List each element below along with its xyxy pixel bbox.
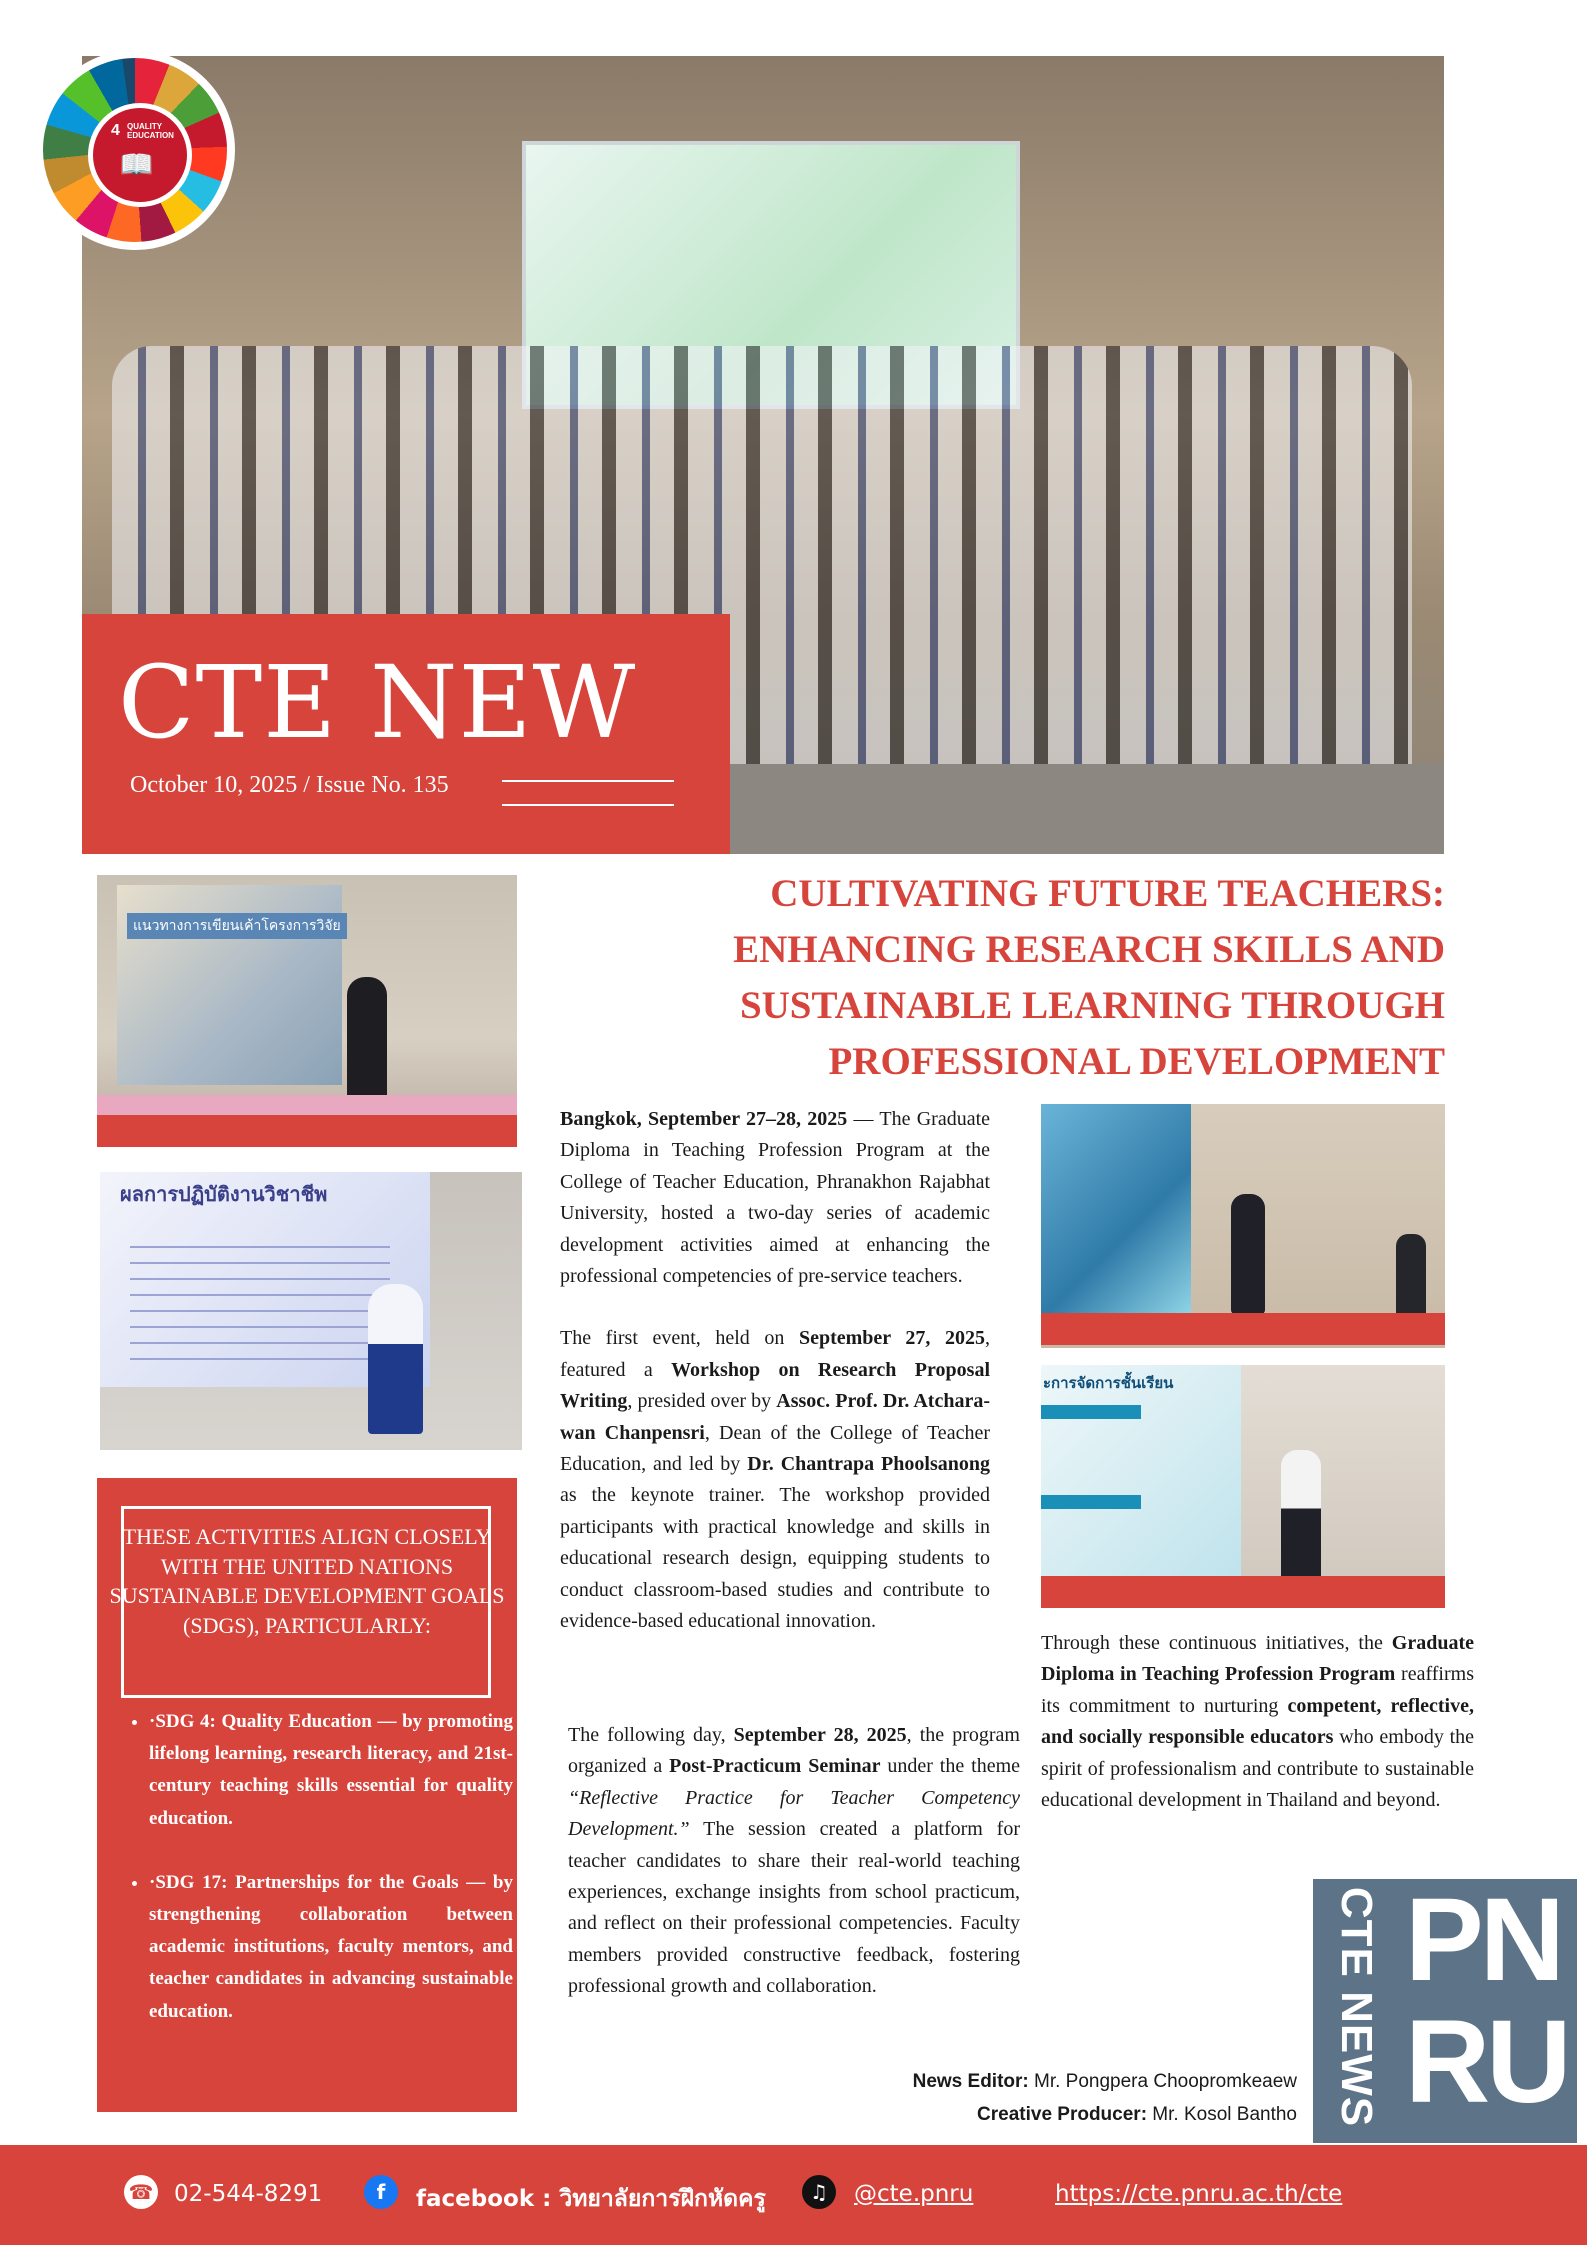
facebook-link[interactable] (416, 2181, 766, 2217)
paragraph-text: who embody the spirit of professionalism and contribute to sustainable educational development in Thailand and beyond. (1041, 1726, 1474, 1812)
list-item: • ·SDG 17: Partnerships for the Goals — by strengthening collaboration between academic institutions, faculty mentors, and teacher candidates in advancing sustainable education. (149, 1867, 513, 2028)
paragraph-text: The session created a platform for teacher candidates to share their real-world teaching experiences, exchange insights from school practicum, and reflect on their professional competencies. Faculty members provided constructive feedback, fostering professional growth and collaboration. (568, 1818, 1020, 1998)
bold-text: September 27, 2025 (798, 1327, 985, 1350)
paragraph-text: Through these continuous initiatives, the (1041, 1632, 1392, 1654)
credit-name: Mr. Kosol Bantho (1147, 2104, 1297, 2125)
news-editor-credit (913, 2071, 1297, 2093)
decorative-lines (502, 780, 674, 806)
article-headline (625, 866, 1445, 1090)
logo-line: RU (1405, 1996, 1568, 2128)
bold-text: Graduate Diploma in Teaching Profession Program (1041, 1632, 1474, 1686)
bold-text: September 28, 2025 (733, 1724, 907, 1746)
paragraph-text: under the theme (880, 1755, 1021, 1778)
paragraph-text: The first event, held on (560, 1327, 799, 1350)
paragraph-text: — The Graduate Diploma in Teaching Profession Program at the College of Teacher Education, Phranakhon Rajabhat University, hosted a two-day series of academic development activities aimed at enhancing the professional competencies of pre-service teachers. (560, 1108, 991, 1288)
creative-producer-credit (977, 2104, 1297, 2126)
slide-band (1041, 1405, 1141, 1419)
article-column-3 (1041, 1628, 1474, 1816)
facebook-label: facebook : (416, 2186, 552, 2212)
logo-big-text (1405, 1874, 1575, 2128)
logo-line: PN (1405, 1874, 1561, 2006)
credit-name: Mr. Pongpera Choopromkeaew (1028, 2071, 1297, 2092)
facebook-name: วิทยาลัยการฝึกหัดครู (551, 2186, 766, 2212)
footer-bar (0, 2145, 1587, 2245)
bold-text: Dr. Chantrapa Phoolsanong (747, 1453, 990, 1476)
bold-text: competent, reflective, and socially responsible educators (1041, 1694, 1474, 1749)
speaker (347, 977, 387, 1107)
projector-screen (1041, 1365, 1241, 1580)
facebook-icon: f (364, 2175, 398, 2209)
sdg-4-logo (35, 50, 235, 250)
article-column-1 (560, 1104, 990, 1638)
bold-text: Post-Practicum Seminar (669, 1755, 881, 1778)
speaker (1231, 1194, 1265, 1314)
sdg-list (125, 1706, 513, 2060)
photo-caption-bar (1041, 1313, 1445, 1345)
masthead-title: CTE NEW (118, 644, 637, 761)
tiktok-icon: ♫ (802, 2175, 836, 2209)
bold-text: Assoc. Prof. Dr. Atchara-wan Chanpensri (560, 1390, 990, 1444)
article-column-2 (568, 1720, 1020, 2003)
paragraph-text: , the program organized a (568, 1724, 1020, 1778)
credit-label: News Editor: (912, 2071, 1029, 2092)
phone-icon: ☎ (124, 2175, 158, 2209)
photo-practicum-seminar (100, 1172, 522, 1450)
article-paragraph-1 (560, 1104, 990, 1292)
phone-number[interactable]: 02-544-8291 (174, 2181, 323, 2207)
screen-text: ผลการปฏิบัติงานวิชาชีพ (120, 1184, 328, 1206)
article-paragraph-4 (1041, 1628, 1474, 1816)
paragraph-text: as the keynote trainer. The workshop provided participants with practical knowledge and skills in educational research design, equipping students to conduct classroom-based studies and contribute to evidence-based educational innovation. (560, 1484, 990, 1633)
sidebar-title: THESE ACTIVITIES ALIGN CLOSELY WITH THE UNITED NATIONS SUSTAINABLE DEVELOPMENT GOALS (SDGS), PARTICULARLY: (109, 1524, 505, 1638)
photo-presentation-1 (1041, 1104, 1445, 1348)
headline-line: SUSTAINABLE LEARNING THROUGH (739, 984, 1445, 1027)
projector-screen (1041, 1104, 1191, 1314)
italic-text: “Reflective Practice for Teacher Competency Development.” (568, 1786, 1020, 1841)
headline-line: CULTIVATING FUTURE TEACHERS: (770, 872, 1445, 915)
sdg-label: QUALITY EDUCATION (127, 122, 174, 140)
paragraph-text: , Dean of the College of Teacher Education, and led by (560, 1421, 990, 1476)
paragraph-text: , presided over by (627, 1390, 777, 1413)
dateline: Bangkok, September 27–28, 2025 (560, 1108, 848, 1130)
attendee (1396, 1234, 1426, 1324)
cte-news-pnru-logo (1313, 1874, 1577, 2143)
credit-label: Creative Producer: (977, 2104, 1148, 2125)
paragraph-text: , featured a (560, 1327, 990, 1381)
screen-text: ะการจัดการชั้นเรียน (1043, 1375, 1174, 1392)
speaker (368, 1284, 423, 1434)
bold-text: Workshop on Research Proposal Writing (560, 1358, 990, 1413)
article-paragraph-3 (568, 1720, 1020, 2003)
tiktok-handle[interactable]: @cte.pnru (854, 2181, 974, 2207)
photo-caption-bar (1041, 1576, 1445, 1608)
sdg-number: 4 (111, 122, 120, 139)
paragraph-text: The following day, (568, 1724, 734, 1746)
paragraph-text: reaffirms its commitment to nurturing (1041, 1663, 1474, 1717)
speaker (1281, 1450, 1321, 1580)
headline-line: ENHANCING RESEARCH SKILLS AND (733, 928, 1445, 971)
headline-line: PROFESSIONAL DEVELOPMENT (828, 1040, 1445, 1083)
website-link[interactable]: https://cte.pnru.ac.th/cte (1055, 2181, 1343, 2207)
photo-research-workshop (97, 875, 517, 1147)
article-paragraph-2 (560, 1323, 990, 1637)
sdg-4-emblem (88, 103, 192, 207)
logo-vertical-text: CTE NEWS (1332, 1886, 1381, 2128)
book-icon: 📖 (119, 150, 154, 181)
slide-content (130, 1232, 390, 1372)
sdg-sidebar (97, 1478, 517, 2112)
slide-band (1041, 1495, 1141, 1509)
photo-presentation-2 (1041, 1365, 1445, 1608)
masthead (82, 614, 730, 854)
issue-line: October 10, 2025 / Issue No. 135 (130, 772, 449, 798)
screen-text: แนวทางการเขียนเค้าโครงการวิจัย (127, 913, 347, 939)
photo-caption-bar (97, 1115, 517, 1147)
list-item: • ·SDG 4: Quality Education — by promoting lifelong learning, research literacy, and 21st-century teaching skills essential for quality education. (149, 1706, 513, 1835)
